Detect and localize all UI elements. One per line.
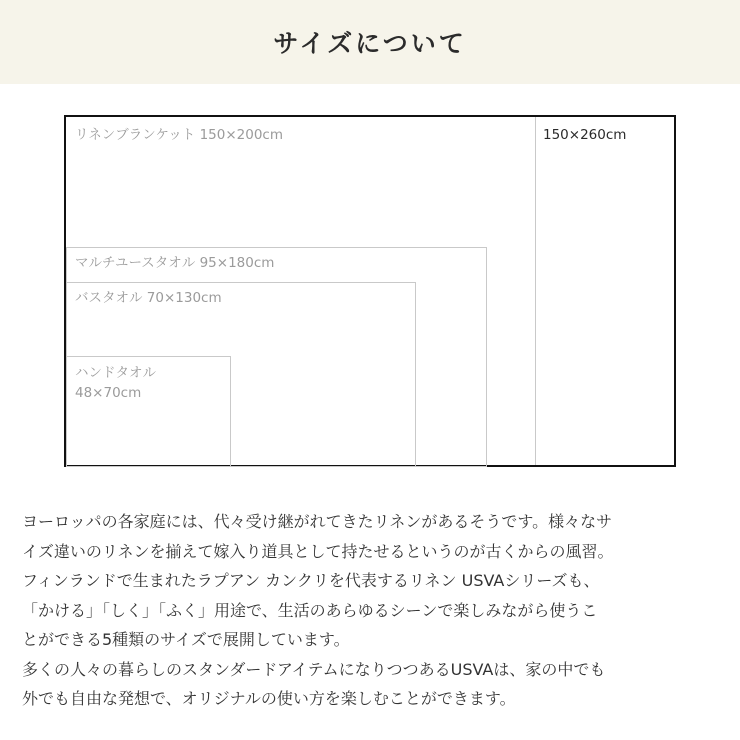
description-line: 外でも自由な発想で、オリジナルの使い方を楽しむことができます。 <box>22 689 516 708</box>
page-title: サイズについて <box>273 29 467 58</box>
header-band <box>0 0 740 84</box>
description-text <box>22 507 722 714</box>
blanket-divider-line <box>535 117 536 465</box>
description-line: イズ違いのリネンを揃えて嫁入り道具として持たせるというのが古くからの風習。 <box>22 541 614 561</box>
description-line: とができる5種類のサイズで展開しています。 <box>22 630 350 649</box>
size-diagram <box>64 115 676 467</box>
bath-towel-size-label: バスタオル 70×130cm <box>75 290 222 306</box>
description-line: 多くの人々の暮らしのスタンダードアイテムになりつつあるUSVAは、家の中でも <box>22 659 606 679</box>
large-size-label: 150×260cm <box>543 127 627 143</box>
blanket-size-label: リネンブランケット 150×200cm <box>75 127 283 143</box>
hand-towel-name-label: ハンドタオル <box>75 365 156 381</box>
description-line: フィンランドで生まれたラプアン カンクリを代表するリネン USVAシリーズも、 <box>22 571 600 590</box>
hand-towel-box <box>66 356 231 467</box>
hand-towel-size-label: 48×70cm <box>75 385 142 401</box>
description-line: ヨーロッパの各家庭には、代々受け継がれてきたリネンがあるそうです。様々なサ <box>22 512 613 531</box>
description-line: 「かける」「しく」「ふく」用途で、生活のあらゆるシーンで楽しみながら使うこ <box>22 600 598 620</box>
multi-towel-size-label: マルチユースタオル 95×180cm <box>75 255 275 271</box>
